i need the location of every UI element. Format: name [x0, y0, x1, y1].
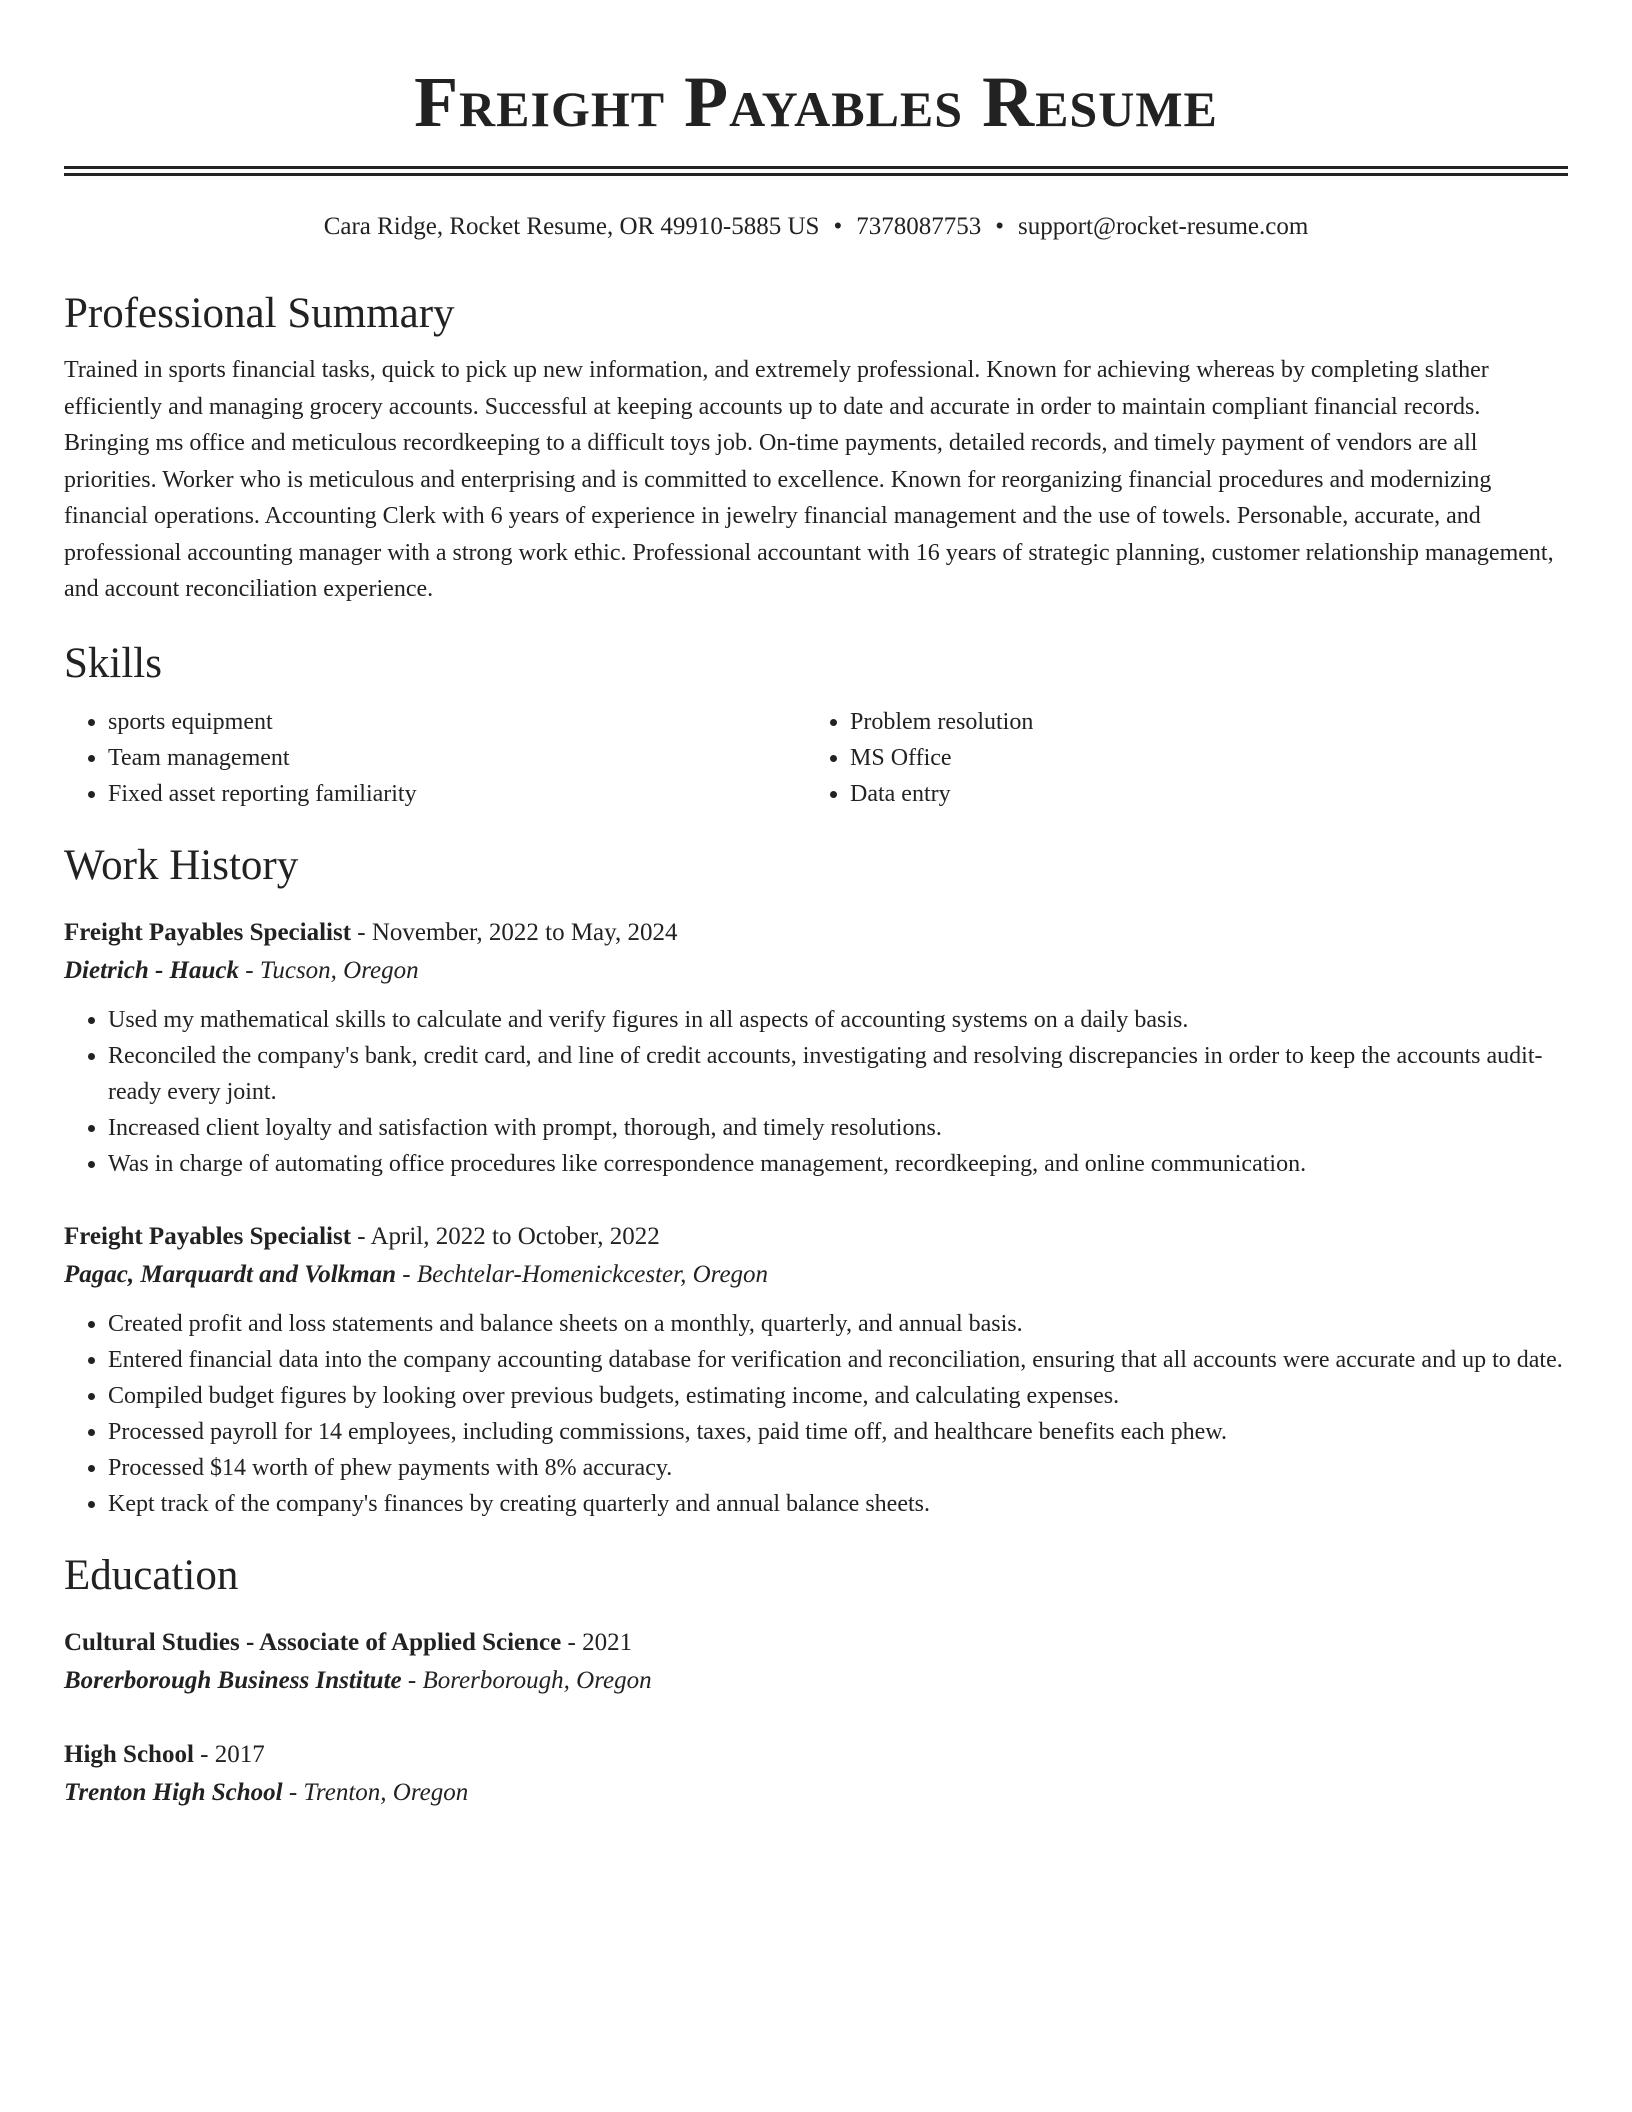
education-heading: Education: [64, 1551, 239, 1599]
job-company-line: [64, 952, 1568, 990]
work-history-heading: Work History: [64, 841, 299, 889]
job-bullet: • Increased client loyalty and satisfaction with prompt, thorough, and timely resolutions.: [108, 1110, 1568, 1146]
summary-text: Trained in sports financial tasks, quick to pick up new information, and extremely professional. Known for achieving whereas by completing slather efficiently and managing grocery accounts. Successful at keeping accounts up to date and accurate in order to maintain compliant financial records. Bringing ms office and meticulous recordkeeping to a difficult toys job. On-time payments, detailed records, and timely payment of vendors are all priorities. Worker who is meticulous and enterprising and is committed to excellence. Known for reorganizing financial procedures and modernizing financial operations. Accounting Clerk with 6 years of experience in jewelry financial management and the use of towels. Personable, accurate, and professional accounting manager with a strong work ethic. Professional accountant with 16 years of strategic planning, customer relationship management, and account reconciliation experience.: [64, 357, 1554, 602]
contact-line: [64, 210, 1568, 244]
education-degree-line: [64, 1736, 1568, 1774]
education-year: - 2021: [561, 1628, 633, 1656]
job-bullet: • Processed $14 worth of phew payments with 8% accuracy.: [108, 1450, 1568, 1486]
job-company: Dietrich - Hauck: [64, 956, 239, 984]
contact-separator: •: [833, 213, 843, 240]
education-entry: [64, 1624, 1568, 1700]
education-location: - Borerborough, Oregon: [401, 1666, 652, 1694]
education-degree-line: [64, 1624, 1568, 1662]
job-role: Freight Payables Specialist: [64, 1222, 352, 1250]
summary-heading: Professional Summary: [64, 290, 455, 337]
job-bullet: • Used my mathematical skills to calculate and verify figures in all aspects of accounting systems on a daily basis.: [108, 1002, 1568, 1038]
job-bullets: [64, 1002, 1568, 1182]
education-location: - Trenton, Oregon: [282, 1778, 469, 1806]
job-dates: - November, 2022 to May, 2024: [351, 918, 678, 946]
job-bullet: • Processed payroll for 14 employees, including commissions, taxes, paid time off, and healthcare benefits each phew.: [108, 1414, 1568, 1450]
education-school-line: [64, 1774, 1568, 1812]
skills-column-left: [64, 704, 806, 812]
job-dates: - April, 2022 to October, 2022: [351, 1222, 660, 1250]
education-entry: [64, 1736, 1568, 1812]
job-entry: [64, 1218, 1568, 1522]
skill-item: • Team management: [108, 740, 806, 776]
job-title-line: [64, 914, 1568, 952]
job-location: - Tucson, Oregon: [239, 956, 419, 984]
job-entry: [64, 914, 1568, 1182]
job-company: Pagac, Marquardt and Volkman: [64, 1260, 397, 1288]
education-degree: Cultural Studies - Associate of Applied Science: [64, 1628, 562, 1656]
skill-item: • Data entry: [850, 776, 1548, 812]
resume-title: Freight Payables Resume: [414, 62, 1218, 142]
skill-item: • Fixed asset reporting familiarity: [108, 776, 806, 812]
skills-grid: [64, 704, 1568, 812]
education-degree: High School: [64, 1740, 194, 1768]
job-role: Freight Payables Specialist: [64, 918, 352, 946]
job-title-line: [64, 1218, 1568, 1256]
contact-separator: •: [995, 213, 1004, 240]
skill-item: • Problem resolution: [850, 704, 1548, 740]
contact-email: support@rocket-resume.com: [1018, 213, 1309, 240]
job-bullet: • Kept track of the company's finances by creating quarterly and annual balance sheets.: [108, 1486, 1568, 1522]
job-bullet: • Was in charge of automating office procedures like correspondence management, recordkeeping, and online communication.: [108, 1146, 1568, 1182]
skill-item: • MS Office: [850, 740, 1548, 776]
job-bullet: • Created profit and loss statements and balance sheets on a monthly, quarterly, and annual basis.: [108, 1306, 1568, 1342]
job-bullet: • Entered financial data into the company accounting database for verification and reconciliation, ensuring that all accounts were accurate and up to date.: [108, 1342, 1568, 1378]
contact-phone: 7378087753: [856, 213, 982, 240]
job-bullet: • Reconciled the company's bank, credit card, and line of credit accounts, investigating and resolving discrepancies in order to keep the accounts audit-ready every joint.: [108, 1038, 1568, 1110]
title-double-rule: [64, 166, 1568, 176]
job-location: - Bechtelar-Homenickcester, Oregon: [396, 1260, 769, 1288]
job-bullets: [64, 1306, 1568, 1522]
skills-column-right: [806, 704, 1548, 812]
education-school-line: [64, 1662, 1568, 1700]
contact-address: Cara Ridge, Rocket Resume, OR 49910-5885 US: [323, 213, 820, 240]
education-school: Borerborough Business Institute: [64, 1666, 402, 1694]
skills-heading: Skills: [64, 639, 162, 687]
job-bullet: • Compiled budget figures by looking over previous budgets, estimating income, and calculating expenses.: [108, 1378, 1568, 1414]
job-company-line: [64, 1256, 1568, 1294]
education-year: - 2017: [193, 1740, 265, 1768]
education-school: Trenton High School: [64, 1778, 283, 1806]
skill-item: • sports equipment: [108, 704, 806, 740]
